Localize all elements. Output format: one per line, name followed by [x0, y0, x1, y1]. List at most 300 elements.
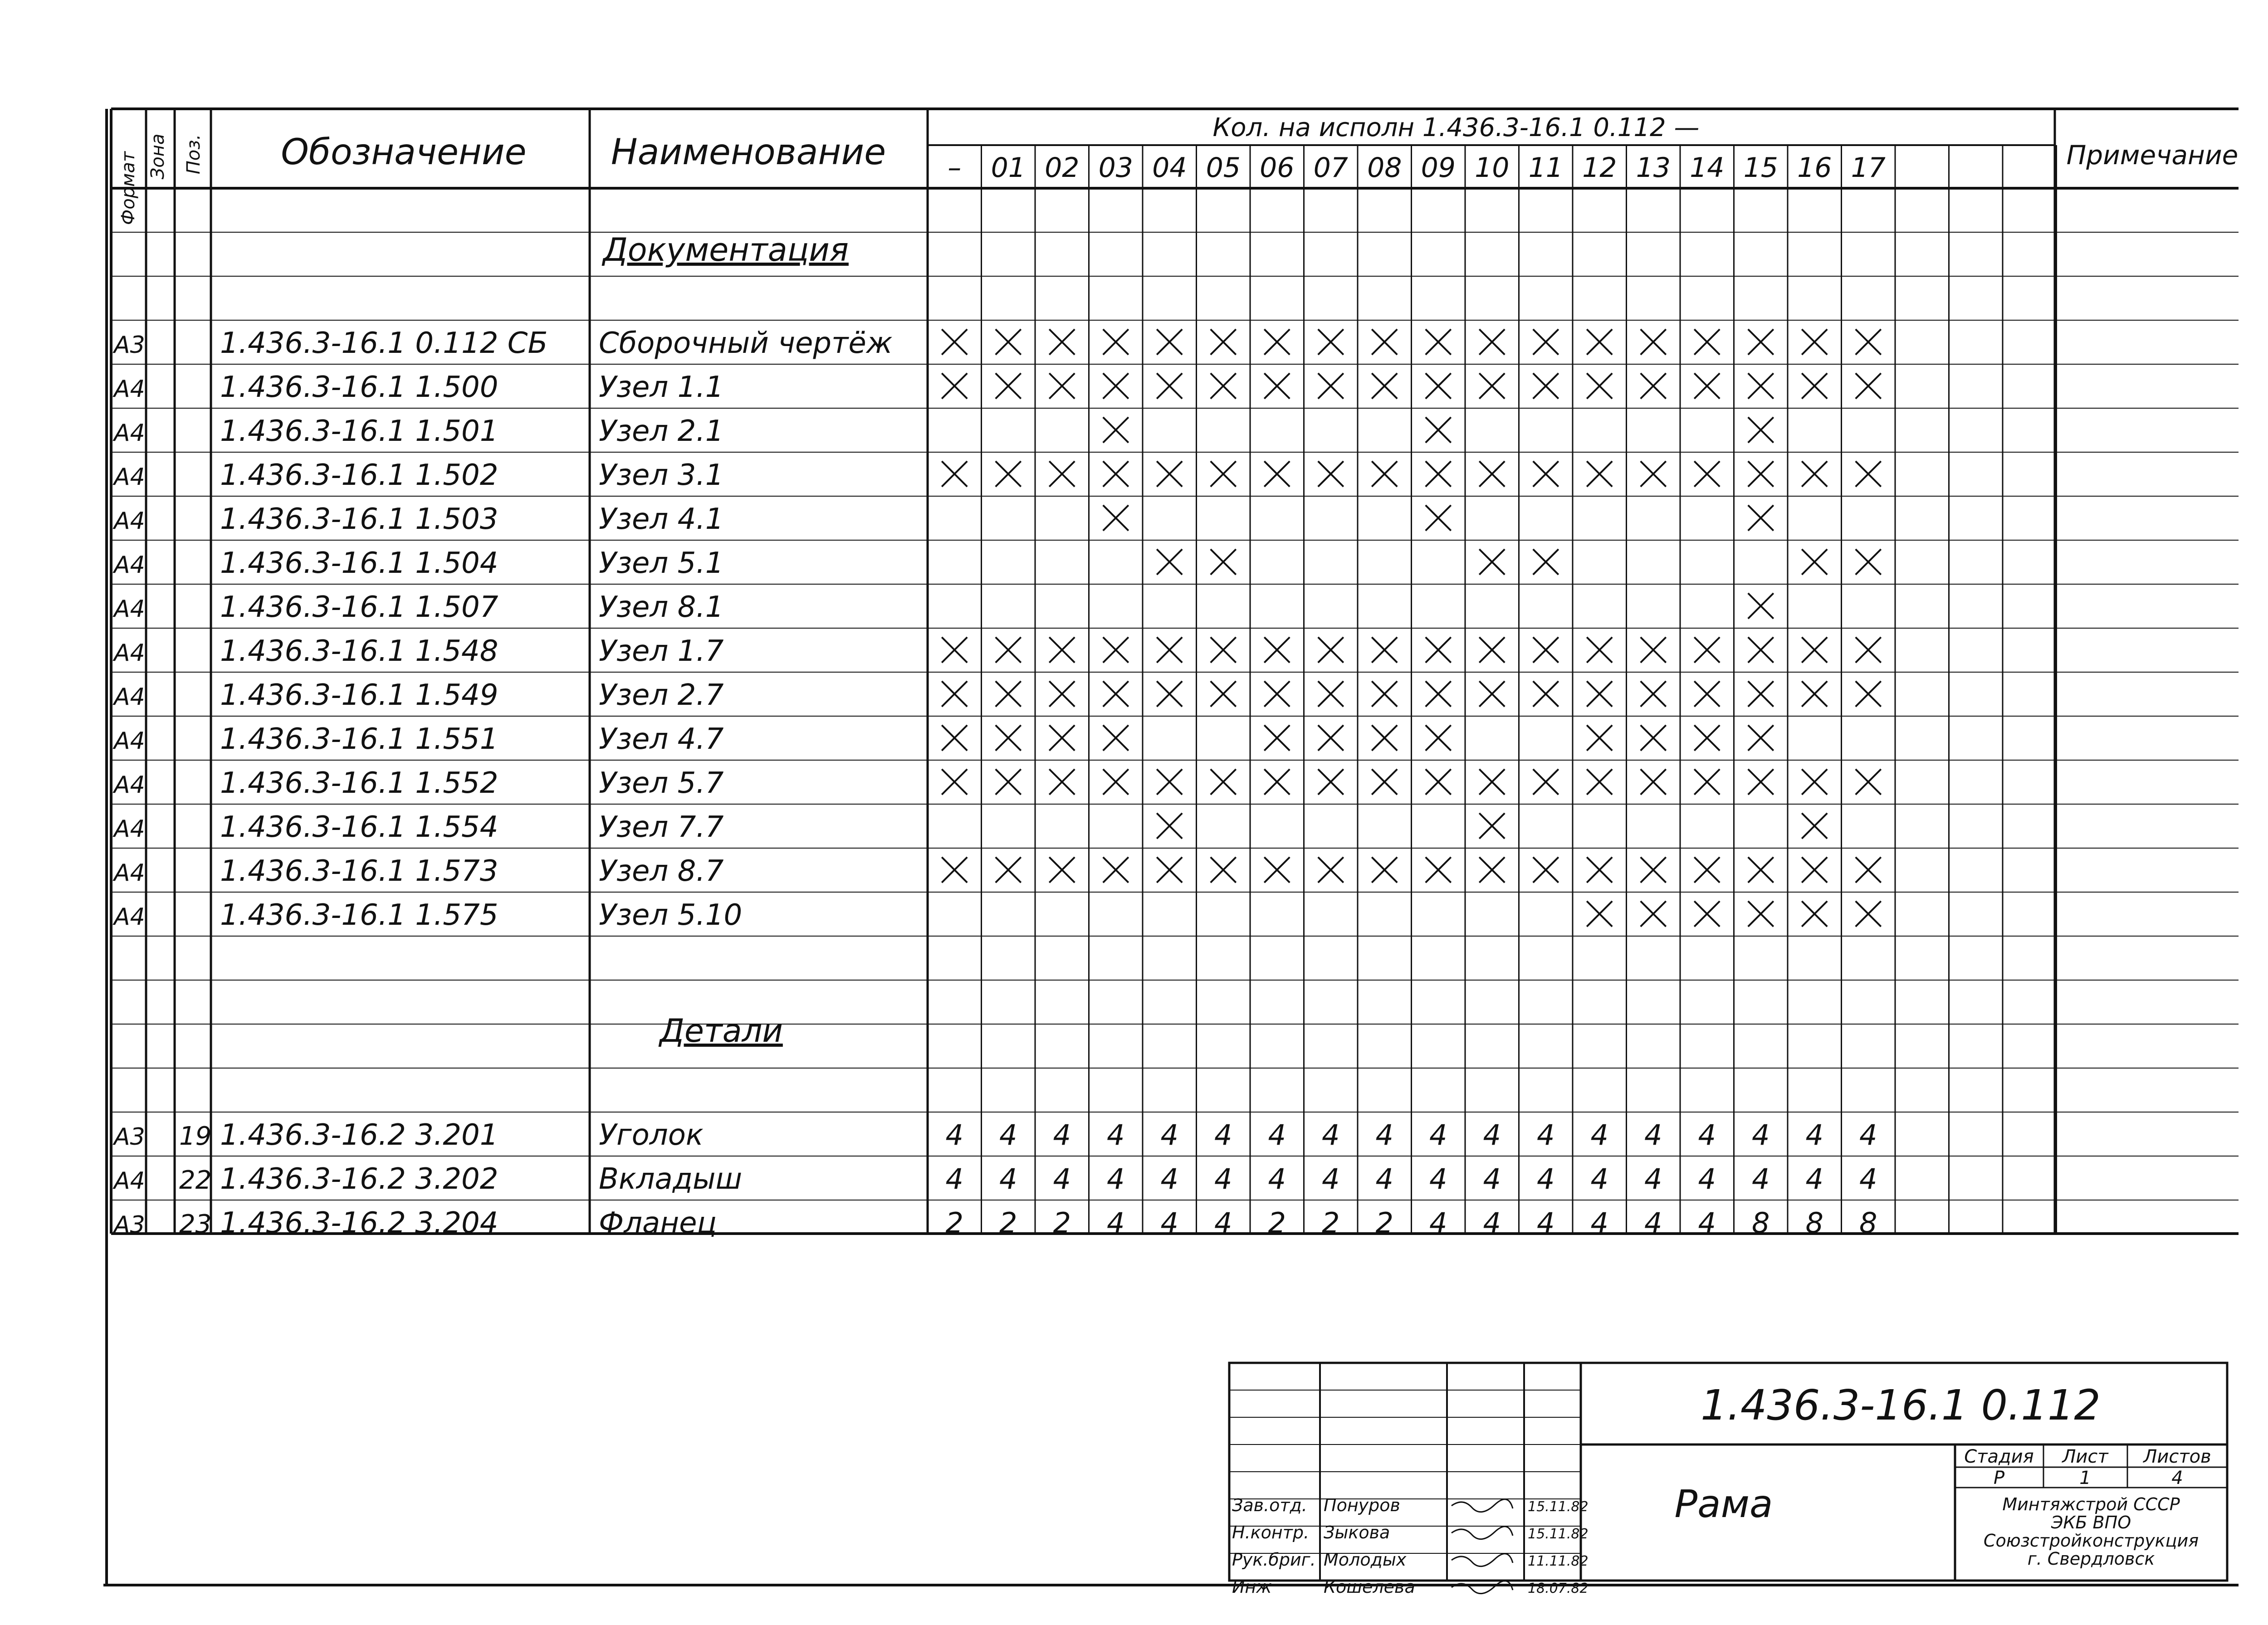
name-cell: Узел 5.7: [599, 766, 724, 800]
quantity-cell: 4: [1429, 1118, 1447, 1152]
cross-mark: [1748, 637, 1774, 663]
cross-mark: [1641, 637, 1666, 663]
cross-mark: [942, 681, 967, 707]
cross-mark: [1748, 901, 1774, 927]
table-row: [112, 371, 1881, 404]
title-block-designation: 1.436.3-16.1 0.112: [1701, 1381, 2101, 1430]
name-cell: Узел 4.1: [599, 503, 724, 536]
cross-mark: [1856, 857, 1881, 883]
cross-mark: [1533, 373, 1559, 399]
quantity-cell: 8: [1752, 1206, 1770, 1239]
cross-mark: [1587, 373, 1612, 399]
cross-mark: [1157, 813, 1182, 839]
cross-mark: [1587, 857, 1612, 883]
format-cell: А4: [114, 815, 145, 843]
quantity-cell: 2: [1375, 1206, 1393, 1239]
cross-mark: [942, 857, 967, 883]
quantity-cell: 4: [1107, 1118, 1125, 1152]
cross-mark: [1264, 329, 1290, 355]
signature-scribble: [1452, 1527, 1513, 1539]
variant-label: 06: [1260, 152, 1295, 184]
table-row: [112, 503, 1774, 536]
sheets-value: 4: [2171, 1468, 2183, 1488]
signature-scribble: [1452, 1499, 1513, 1512]
header-note: Примечание: [2066, 140, 2239, 171]
cross-mark: [1641, 769, 1666, 795]
cross-mark: [1641, 725, 1666, 751]
signature-row: [1232, 1495, 1589, 1515]
cross-mark: [1533, 857, 1559, 883]
signature-role: Инж: [1232, 1577, 1272, 1597]
cross-mark: [1802, 373, 1827, 399]
cross-mark: [1157, 373, 1182, 399]
designation-cell: 1.436.3-16.1 1.500: [220, 371, 499, 404]
cross-mark: [1802, 637, 1827, 663]
quantity-cell: 4: [1160, 1206, 1178, 1239]
cross-mark: [1641, 373, 1666, 399]
cross-mark: [1211, 549, 1236, 575]
cross-mark: [1426, 505, 1451, 531]
quantity-cell: 4: [1107, 1162, 1125, 1196]
quantity-cell: 2: [1053, 1206, 1071, 1239]
sheets-label: Листов: [2143, 1446, 2211, 1467]
designation-cell: 1.436.3-16.1 1.501: [220, 415, 499, 448]
quantity-cell: 4: [1322, 1162, 1340, 1196]
format-cell: А4: [114, 903, 145, 931]
signature-scribble: [1452, 1581, 1513, 1594]
format-cell: А4: [114, 639, 145, 667]
quantity-cell: 4: [1644, 1206, 1662, 1239]
variant-label: 15: [1743, 152, 1778, 184]
cross-mark: [1802, 857, 1827, 883]
variant-label: 01: [991, 152, 1026, 184]
cross-mark: [1641, 461, 1666, 487]
quantity-cell: 4: [1590, 1118, 1608, 1152]
cross-mark: [1694, 901, 1720, 927]
cross-mark: [1103, 725, 1129, 751]
quantity-cell: 4: [1268, 1162, 1286, 1196]
designation-cell: 1.436.3-16.1 1.575: [220, 898, 499, 932]
format-cell: А4: [114, 508, 145, 535]
quantity-cell: 4: [999, 1162, 1017, 1196]
signature-row: [1232, 1523, 1589, 1542]
cross-mark: [1479, 637, 1505, 663]
cross-mark: [1587, 725, 1612, 751]
table-row: [112, 722, 1774, 756]
table-row: [112, 1162, 1877, 1196]
cross-mark: [1479, 549, 1505, 575]
designation-cell: 1.436.3-16.1 1.507: [220, 590, 499, 624]
format-cell: А4: [114, 727, 145, 755]
cross-mark: [1587, 461, 1612, 487]
cross-mark: [1641, 857, 1666, 883]
cross-mark: [1479, 813, 1505, 839]
cross-mark: [1372, 329, 1397, 355]
cross-mark: [1318, 329, 1344, 355]
cross-mark: [1479, 769, 1505, 795]
header-designation: Обозначение: [281, 132, 527, 173]
designation-cell: 1.436.3-16.2 3.204: [220, 1206, 499, 1240]
cross-mark: [1372, 725, 1397, 751]
format-cell: А4: [114, 683, 145, 711]
name-cell: Узел 8.7: [599, 854, 724, 888]
pos-cell: 22: [179, 1166, 212, 1195]
title-block: [1229, 1363, 2227, 1597]
cross-mark: [1694, 681, 1720, 707]
cross-mark: [996, 681, 1021, 707]
format-cell: А3: [114, 332, 145, 359]
designation-cell: 1.436.3-16.1 1.573: [220, 854, 499, 888]
cross-mark: [1694, 857, 1720, 883]
sheet-label: Лист: [2062, 1446, 2108, 1467]
cross-mark: [996, 725, 1021, 751]
cross-mark: [1211, 857, 1236, 883]
quantity-cell: 4: [1698, 1206, 1716, 1239]
pos-cell: 23: [179, 1210, 212, 1239]
cross-mark: [942, 461, 967, 487]
cross-mark: [1533, 769, 1559, 795]
quantity-cell: 4: [1537, 1162, 1555, 1196]
table-row: [112, 634, 1881, 668]
signature-date: 15.11.82: [1528, 1526, 1589, 1542]
quantity-cell: 4: [1805, 1118, 1823, 1152]
detail-rows: [112, 1118, 1877, 1240]
header-name: Наименование: [611, 132, 886, 173]
signature-date: 18.07.82: [1528, 1581, 1589, 1596]
cross-mark: [1103, 329, 1129, 355]
cross-mark: [996, 769, 1021, 795]
quantity-cell: 4: [1268, 1118, 1286, 1152]
name-cell: Узел 7.7: [599, 810, 724, 844]
designation-cell: 1.436.3-16.1 1.548: [220, 634, 499, 668]
signature-date: 15.11.82: [1528, 1499, 1589, 1515]
cross-mark: [1264, 637, 1290, 663]
cross-mark: [1426, 725, 1451, 751]
cross-mark: [1318, 725, 1344, 751]
cross-mark: [1372, 857, 1397, 883]
cross-mark: [942, 637, 967, 663]
cross-mark: [1049, 769, 1075, 795]
signature-name: Понуров: [1324, 1495, 1400, 1515]
cross-mark: [942, 329, 967, 355]
signature-name: Молодых: [1324, 1550, 1407, 1570]
name-cell: Узел 5.10: [599, 898, 743, 932]
quantity-cell: 4: [945, 1162, 963, 1196]
cross-mark: [1157, 329, 1182, 355]
name-cell: Узел 1.1: [599, 371, 724, 404]
name-cell: Узел 4.7: [599, 722, 724, 756]
designation-cell: 1.436.3-16.2 3.201: [220, 1118, 499, 1152]
cross-mark: [1103, 681, 1129, 707]
variant-label: 02: [1045, 152, 1080, 184]
cross-mark: [1157, 857, 1182, 883]
cross-mark: [1802, 329, 1827, 355]
cross-mark: [1748, 373, 1774, 399]
table-row: [112, 327, 1881, 360]
signature-role: Н.контр.: [1232, 1523, 1310, 1542]
cross-mark: [1426, 373, 1451, 399]
quantity-cell: 8: [1859, 1206, 1877, 1239]
name-cell: Вкладыш: [599, 1162, 743, 1196]
quantity-cell: 4: [1537, 1206, 1555, 1239]
variant-label: 07: [1313, 152, 1348, 184]
cross-mark: [1479, 329, 1505, 355]
cross-mark: [1049, 857, 1075, 883]
table-row: [112, 459, 1881, 492]
cross-mark: [1264, 373, 1290, 399]
signature-date: 11.11.82: [1528, 1553, 1589, 1569]
cross-mark: [1641, 329, 1666, 355]
designation-cell: 1.436.3-16.1 0.112 СБ: [220, 327, 548, 360]
cross-mark: [1802, 461, 1827, 487]
quantity-cell: 4: [999, 1118, 1017, 1152]
name-cell: Узел 5.1: [599, 547, 724, 580]
cross-mark: [1533, 681, 1559, 707]
variant-label: 13: [1636, 152, 1671, 184]
designation-cell: 1.436.3-16.1 1.504: [220, 547, 499, 580]
cross-mark: [1103, 461, 1129, 487]
cross-mark: [1318, 769, 1344, 795]
cross-mark: [1157, 461, 1182, 487]
name-cell: Узел 3.1: [599, 459, 724, 492]
quantity-cell: 4: [1214, 1162, 1232, 1196]
cross-mark: [996, 857, 1021, 883]
quantity-cell: 4: [1752, 1162, 1770, 1196]
name-cell: Уголок: [599, 1118, 704, 1152]
variant-label: 10: [1475, 152, 1510, 184]
format-cell: А4: [114, 1167, 145, 1195]
quantity-cell: 2: [1322, 1206, 1340, 1239]
cross-mark: [1211, 373, 1236, 399]
quantity-cell: 4: [1375, 1162, 1393, 1196]
cross-mark: [1372, 769, 1397, 795]
cross-mark: [1103, 505, 1129, 531]
quantity-cell: 4: [1698, 1162, 1716, 1196]
spec-rows: [112, 327, 1881, 932]
table-row: [112, 1118, 1877, 1152]
section-details: Детали: [660, 1012, 783, 1049]
quantity-cell: 4: [1053, 1162, 1071, 1196]
organization-line-1: Минтяжстрой СССР: [2002, 1494, 2180, 1514]
cross-mark: [1264, 681, 1290, 707]
designation-cell: 1.436.3-16.1 1.549: [220, 678, 499, 712]
signature-role: Рук.бриг.: [1232, 1550, 1316, 1570]
table-row: [112, 898, 1881, 932]
cross-mark: [1426, 681, 1451, 707]
cross-mark: [1426, 461, 1451, 487]
cross-mark: [1211, 461, 1236, 487]
cross-mark: [1587, 901, 1612, 927]
quantity-cell: 4: [1107, 1206, 1125, 1239]
cross-mark: [996, 637, 1021, 663]
cross-mark: [1856, 373, 1881, 399]
quantity-cell: 4: [1160, 1118, 1178, 1152]
signature-scribble: [1452, 1554, 1513, 1566]
cross-mark: [942, 373, 967, 399]
cross-mark: [1157, 549, 1182, 575]
cross-mark: [1694, 769, 1720, 795]
cross-mark: [1049, 725, 1075, 751]
quantity-cell: 4: [1644, 1162, 1662, 1196]
cross-mark: [1856, 637, 1881, 663]
cross-mark: [1211, 769, 1236, 795]
table-row: [112, 678, 1881, 712]
cross-mark: [1211, 681, 1236, 707]
cross-mark: [996, 373, 1021, 399]
variant-label: 16: [1797, 152, 1832, 184]
cross-mark: [1264, 461, 1290, 487]
quantity-cell: 4: [1053, 1118, 1071, 1152]
quantity-cell: 2: [1268, 1206, 1286, 1239]
title-block-title: Рама: [1674, 1482, 1773, 1526]
designation-cell: 1.436.3-16.1 1.552: [220, 766, 499, 800]
cross-mark: [1479, 857, 1505, 883]
cross-mark: [1103, 373, 1129, 399]
stage-value: Р: [1993, 1468, 2005, 1488]
quantity-cell: 4: [1375, 1118, 1393, 1152]
quantity-cell: 4: [1537, 1118, 1555, 1152]
cross-mark: [1587, 769, 1612, 795]
variant-label: 17: [1851, 152, 1886, 184]
cross-mark: [1426, 329, 1451, 355]
cross-mark: [996, 461, 1021, 487]
cross-mark: [942, 725, 967, 751]
name-cell: Фланец: [599, 1206, 717, 1240]
cross-mark: [1694, 725, 1720, 751]
organization-line-4: г. Свердловск: [2027, 1549, 2155, 1569]
cross-mark: [1802, 901, 1827, 927]
cross-mark: [1694, 329, 1720, 355]
quantity-cell: 2: [999, 1206, 1017, 1239]
variant-label: 11: [1528, 152, 1563, 184]
format-cell: А3: [114, 1211, 145, 1239]
name-cell: Узел 1.7: [599, 634, 724, 668]
cross-mark: [1049, 461, 1075, 487]
cross-mark: [1748, 505, 1774, 531]
cross-mark: [1479, 461, 1505, 487]
quantity-cell: 4: [1429, 1206, 1447, 1239]
signature-row: [1232, 1550, 1589, 1570]
cross-mark: [1694, 461, 1720, 487]
table-row: [112, 547, 1881, 580]
cross-mark: [1641, 901, 1666, 927]
cross-mark: [1103, 769, 1129, 795]
cross-mark: [1049, 637, 1075, 663]
quantity-cell: 4: [1483, 1162, 1501, 1196]
name-cell: Узел 2.1: [599, 415, 724, 448]
cross-mark: [1479, 681, 1505, 707]
quantity-cell: 4: [1752, 1118, 1770, 1152]
cross-mark: [1641, 681, 1666, 707]
designation-cell: 1.436.3-16.1 1.551: [220, 722, 499, 756]
cross-mark: [1856, 461, 1881, 487]
cross-mark: [1856, 549, 1881, 575]
quantity-cell: 4: [1859, 1162, 1877, 1196]
cross-mark: [1802, 681, 1827, 707]
cross-mark: [1264, 725, 1290, 751]
cross-mark: [1049, 329, 1075, 355]
table-row: [112, 766, 1881, 800]
cross-mark: [1318, 857, 1344, 883]
cross-mark: [1103, 857, 1129, 883]
variant-label: 05: [1206, 152, 1241, 184]
variant-label: 14: [1690, 152, 1725, 184]
cross-mark: [1587, 329, 1612, 355]
header-pos: Поз.: [183, 134, 204, 175]
name-cell: Сборочный чертёж: [599, 327, 893, 360]
cross-mark: [1802, 813, 1827, 839]
stage-label: Стадия: [1964, 1446, 2034, 1467]
cross-mark: [1802, 549, 1827, 575]
cross-mark: [1103, 637, 1129, 663]
quantity-cell: 4: [1805, 1162, 1823, 1196]
cross-mark: [1211, 329, 1236, 355]
variant-label: –: [948, 152, 962, 184]
designation-cell: 1.436.3-16.2 3.202: [220, 1162, 499, 1196]
quantity-cell: 4: [1429, 1162, 1447, 1196]
quantity-cell: 4: [1698, 1118, 1716, 1152]
signature-name: Зыкова: [1324, 1523, 1390, 1542]
table-row: [112, 810, 1827, 844]
cross-mark: [1533, 637, 1559, 663]
cross-mark: [996, 329, 1021, 355]
cross-mark: [1533, 549, 1559, 575]
cross-mark: [1694, 373, 1720, 399]
cross-mark: [1426, 637, 1451, 663]
format-cell: А4: [114, 464, 145, 491]
table-row: [112, 590, 1774, 624]
cross-mark: [1856, 769, 1881, 795]
cross-mark: [1211, 637, 1236, 663]
quantity-cell: 4: [1483, 1118, 1501, 1152]
signature-role: Зав.отд.: [1232, 1495, 1307, 1515]
cross-mark: [1533, 461, 1559, 487]
cross-mark: [1587, 637, 1612, 663]
cross-mark: [1264, 769, 1290, 795]
variant-label: 03: [1098, 152, 1133, 184]
cross-mark: [1318, 373, 1344, 399]
format-cell: А4: [114, 771, 145, 799]
cross-mark: [1748, 769, 1774, 795]
variant-label: 04: [1152, 152, 1187, 184]
organization-line-2: ЭКБ ВПО: [2051, 1513, 2131, 1532]
cross-mark: [1802, 769, 1827, 795]
cross-mark: [1318, 637, 1344, 663]
cross-mark: [1587, 681, 1612, 707]
cross-mark: [1372, 681, 1397, 707]
cross-mark: [1426, 417, 1451, 443]
format-cell: А4: [114, 859, 145, 887]
cross-mark: [1157, 681, 1182, 707]
cross-mark: [1856, 901, 1881, 927]
quantity-cell: 4: [945, 1118, 963, 1152]
section-documentation: Документация: [603, 231, 849, 268]
format-cell: А4: [114, 376, 145, 403]
designation-cell: 1.436.3-16.1 1.502: [220, 459, 499, 492]
cross-mark: [1372, 373, 1397, 399]
cross-mark: [1748, 681, 1774, 707]
format-cell: А3: [114, 1123, 145, 1151]
variant-label: 08: [1367, 152, 1402, 184]
quantity-cell: 4: [1590, 1206, 1608, 1239]
cross-mark: [1372, 461, 1397, 487]
cross-mark: [1748, 329, 1774, 355]
cross-mark: [1748, 725, 1774, 751]
organization-line-3: Союзстройконструкция: [1983, 1531, 2199, 1551]
designation-cell: 1.436.3-16.1 1.503: [220, 503, 499, 536]
quantity-cell: 4: [1214, 1118, 1232, 1152]
name-cell: Узел 2.7: [599, 678, 724, 712]
